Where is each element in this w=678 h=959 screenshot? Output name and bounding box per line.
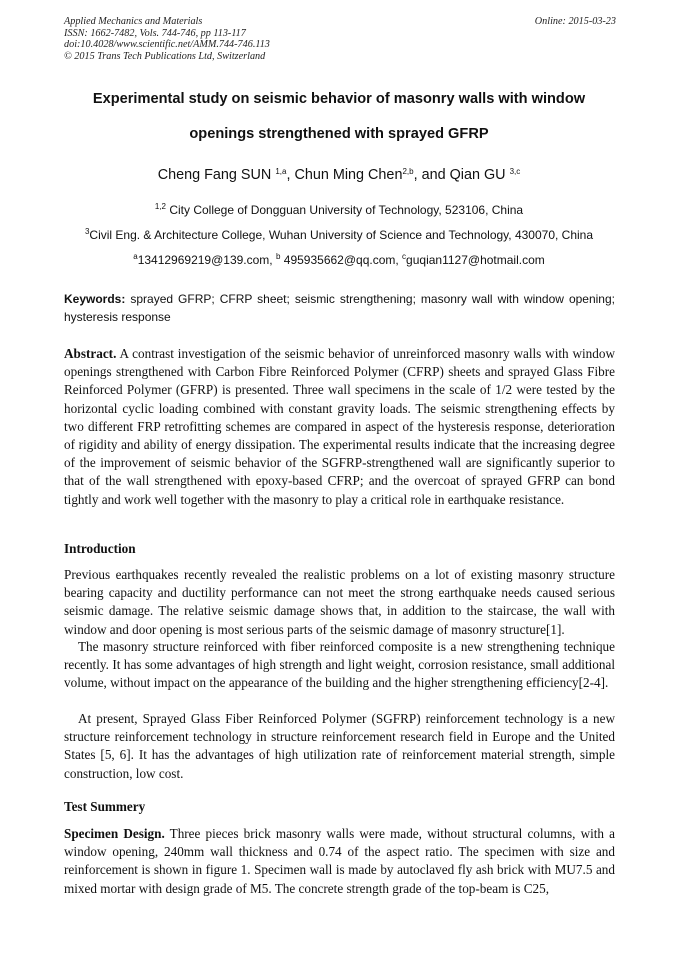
author-gu-sup: 3,c (509, 167, 521, 176)
author-gu: , and Qian GU (413, 167, 510, 183)
author-sun: Cheng Fang SUN (157, 167, 276, 183)
affiliation-1-text: City College of Dongguan University of Technology, 523106, China (166, 203, 524, 217)
author-emails (30, 253, 648, 267)
affiliation-1-sup: 1,2 (154, 202, 166, 211)
journal-name: Applied Mechanics and Materials (64, 16, 203, 27)
abstract-paragraph (64, 345, 615, 509)
email-c[interactable]: guqian1127@hotmail.com (406, 253, 545, 267)
introduction-paragraph-1: Previous earthquakes recently revealed the realistic problems on a lot of existing masonry structure bearing capacity and ductility performance can not meet the strong earthquake needs caused serious seismic damage. The relative seismic damage shows that, in addition to the staircase, the wall with window and door opening is most serious parts of the seismic damage of masonry structure[1]. (64, 567, 615, 637)
paper-title-line-1: Experimental study on seismic behavior of masonry walls with window (92, 91, 586, 107)
introduction-paragraph-2: The masonry structure reinforced with fiber reinforced composite is a new strengthening technique recently. It has some advantages of high strength and light weight, corrosion resistance, small additional volume, without impact on the appearance of the building and the higher strengthening efficiency[2-4]. (64, 639, 615, 691)
keywords-text: sprayed GFRP; CFRP sheet; seismic strengthening; masonry wall with window opening; hysteresis response (64, 292, 615, 324)
email-c-sup: c (402, 252, 407, 261)
test-summary-heading: Test Summery (64, 799, 146, 814)
author-chen: , Chun Ming Chen (286, 167, 403, 183)
doi-line[interactable]: doi:10.4028/www.scientific.net/AMM.744-746.113 (64, 39, 270, 51)
email-a[interactable]: 13412969219@139.com, (137, 253, 276, 267)
journal-header (64, 16, 616, 62)
email-a-sup: a (133, 252, 138, 261)
keywords-block (64, 290, 615, 326)
abstract-label: Abstract. (64, 346, 117, 361)
paper-title-line-2: openings strengthened with sprayed GFRP (189, 126, 489, 142)
author-chen-sup: 2,b (402, 167, 414, 176)
author-sun-sup: 1,a (275, 167, 287, 176)
introduction-heading: Introduction (64, 541, 136, 556)
affiliation-2 (30, 228, 648, 242)
affiliation-2-sup: 3 (84, 227, 90, 236)
email-b-sup: b (275, 252, 281, 261)
introduction-paragraph-3: At present, Sprayed Glass Fiber Reinforced Polymer (SGFRP) reinforcement technology is a new structure reinforcement technology in structure reinforcement research field in Europe and the United States [5, 6]. It has the advantages of high utilization rate of reinforcement material strength, simple construction, low cost. (64, 711, 615, 781)
specimen-design-paragraph (64, 825, 615, 898)
abstract-text: A contrast investigation of the seismic behavior of unreinforced masonry walls with window openings strengthened with Carbon Fibre Reinforced Polymer (CFRP) sheets and sprayed Glass Fibre Reinforced Polymer (GFRP) is presented. Three wall specimens in the scale of 1/2 were tested by the horizontal cyclic loading combined with constant gravity loads. The seismic strengthening effects by two different FRP retrofitting schemes are compared in aspect of the hysteresis response, deterioration of rigidity and ability of energy dissipation. The experimental results indicate that the increasing degree of the improvement of seismic behavior of the SGFRP-strengthened wall are significantly superior to that of the wall strengthened with epoxy-based CFRP; and the overcoat of sprayed GFRP can bond tightly and work well together with the masonry to play a critical role in earthquake resistance. (64, 346, 615, 507)
issn-line: ISSN: 1662-7482, Vols. 744-746, pp 113-117 (64, 27, 246, 39)
copyright-line: © 2015 Trans Tech Publications Ltd, Switzerland (64, 50, 266, 62)
keywords-label: Keywords: (64, 292, 126, 306)
specimen-design-label: Specimen Design. (64, 826, 165, 841)
affiliation-2-text: Civil Eng. & Architecture College, Wuhan University of Science and Technology, 430070, China (89, 228, 594, 242)
author-list (30, 167, 648, 183)
affiliation-1 (30, 203, 648, 217)
specimen-design-text: Three pieces brick masonry walls were made, without structural columns, with a window opening, 240mm wall thickness and 0.74 of the aspect ratio. The specimen with size and reinforcement is shown in figure 1. Specimen wall is made by autoclaved fly ash brick with MU7.5 and mixed mortar with design grade of M5. The concrete strength grade of the top-beam is C25, (64, 826, 616, 896)
email-b[interactable]: 495935662@qq.com, (280, 253, 403, 267)
online-date: Online: 2015-03-23 (534, 16, 616, 27)
